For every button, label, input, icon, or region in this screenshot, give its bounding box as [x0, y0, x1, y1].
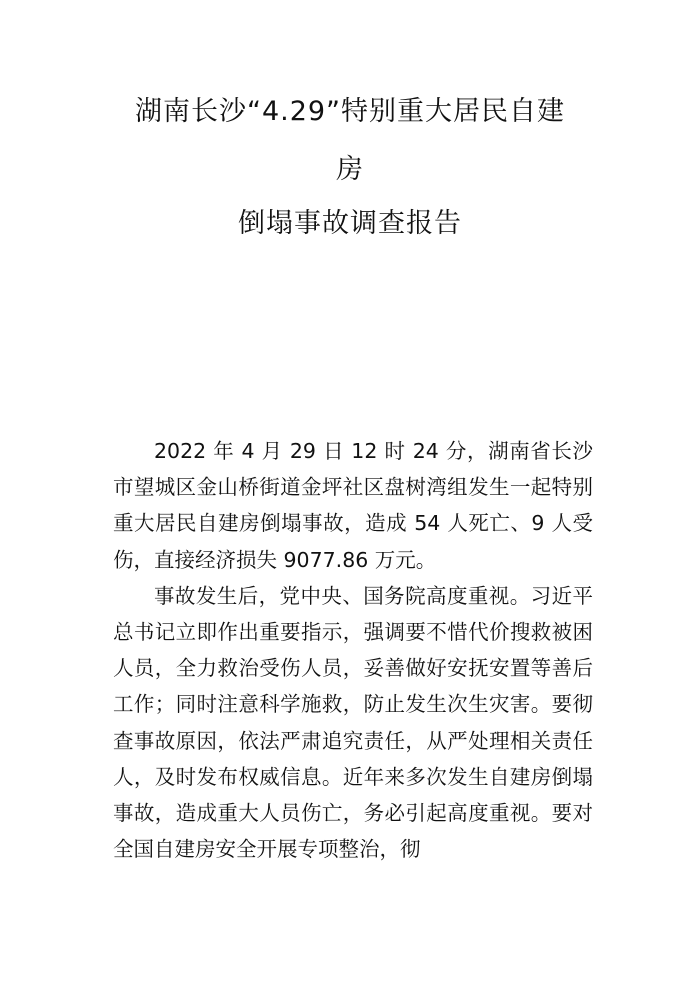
report-body	[113, 433, 593, 867]
paragraph-response: 事故发生后，党中央、国务院高度重视。习近平总书记立即作出重要指示，强调要不惜代价搜救被困人员，全力救治受伤人员，妥善做好安抚安置等善后工作；同时注意科学施救，防止发生次生灾害。要彻查事故原因，依法严肃追究责任，从严处理相关责任人，及时发布权威信息。近年来多次发生自建房倒塌事故，造成重大人员伤亡，务必引起高度重视。要对全国自建房安全开展专项整治，彻	[113, 583, 593, 862]
report-title-line-1: 湖南长沙“4.29”特别重大居民自建	[134, 96, 566, 127]
report-title-line-3: 倒塌事故调查报告	[238, 208, 462, 239]
paragraph-summary: 2022 年 4 月 29 日 12 时 24 分，湖南省长沙市望城区金山桥街道金坪社区盘树湾组发生一起特别重大居民自建房倒塌事故，造成 54 人死亡、9 人受伤，直接经济损失 9077.86 万元。	[113, 439, 593, 572]
report-title-line-2: 房	[336, 154, 364, 185]
